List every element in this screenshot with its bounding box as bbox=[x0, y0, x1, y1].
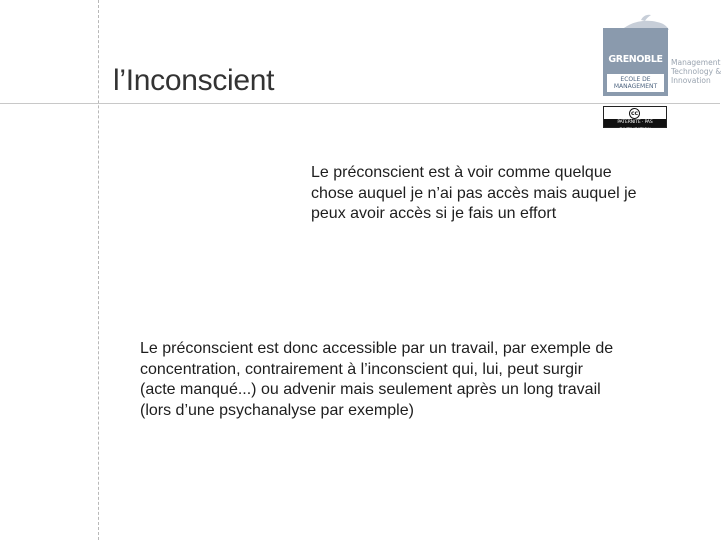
paragraph-preconscious-accessibility: Le préconscient est donc accessible par un travail, par exemple de concentration, contrairement à l’inconscient qui, lui, peut surgir (acte manqué...) ou advenir mais seulement après un long travail (lors d’une psychanalyse par exemple) bbox=[140, 340, 614, 419]
cc-icon: cc bbox=[630, 110, 639, 117]
school-logo bbox=[603, 14, 720, 98]
logo-tagline bbox=[671, 58, 723, 85]
logo-subtitle-line-2: MANAGEMENT bbox=[613, 83, 658, 90]
logo-subtitle bbox=[607, 74, 664, 92]
license-caption: PATERNITE · PAS D'UTILISATION COMMERCIALE bbox=[604, 119, 666, 127]
left-margin-guide bbox=[98, 0, 99, 540]
slide-title: l’Inconscient bbox=[113, 64, 275, 97]
logo-subtitle-line-1: ECOLE DE bbox=[620, 76, 651, 83]
paragraph-preconscious-definition: Le préconscient est à voir comme quelque chose auquel je n’ai pas accès mais auquel je peux avoir accès si je fais un effort bbox=[311, 164, 637, 222]
logo-tagline-line-3: Innovation bbox=[671, 76, 711, 85]
header-divider bbox=[98, 103, 720, 104]
logo-name: GRENOBLE bbox=[608, 54, 663, 65]
logo-tagline-line-1: Management bbox=[671, 58, 721, 67]
logo-tagline-line-2: Technology & bbox=[671, 67, 722, 76]
header-divider-left bbox=[0, 103, 98, 104]
creative-commons-badge bbox=[603, 106, 667, 141]
